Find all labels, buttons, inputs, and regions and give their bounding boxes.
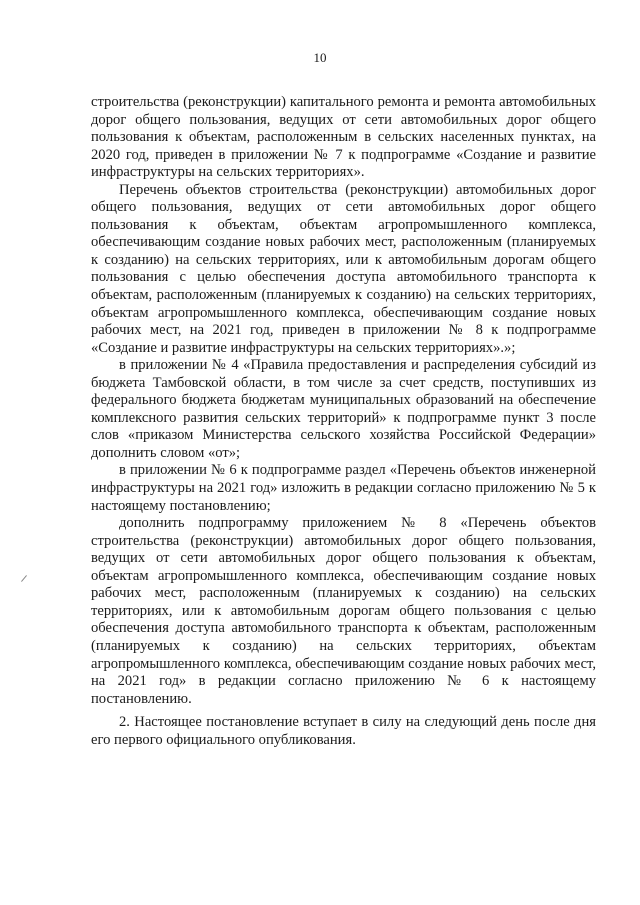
paragraph-continuation: строительства (реконструкции) капитального ремонта и ремонта автомобильных дорог общего пользования, ведущих от сети автомобильных дорог общего пользования к объектам, расположенным в сельских населенных пунктах, на 2020 год, приведен в приложении № 7 к подпрограмме «Создание и развитие инфраструктуры на сельских территориях». — [91, 94, 596, 181]
paragraph-appendix-6-amendment: в приложении № 6 к подпрограмме раздел «Перечень объектов инженерной инфраструктуры на 2021 год» изложить в редакции согласно приложению № 5 к настоящему постановлению; — [91, 462, 596, 514]
paragraph-roads-list-2021: Перечень объектов строительства (реконструкции) автомобильных дорог общего пользования, ведущих от сети автомобильных дорог общего пользования к объектам, объектам агропромышленного комплекса, обеспечивающим создание новых рабочих мест, расположенным (планируемых к созданию) на сельских территориях, или к автомобильным дорогам общего пользования с целью обеспечения доступа автомобильного транспорта к объектам, расположенным (планируемых к созданию) на сельских территориях, объектам агропромышленного комплекса, обеспечивающим создание новых рабочих мест, на 2021 год, приведен в приложении № 8 к подпрограмме «Создание и развитие инфраструктуры на сельских территориях».»; — [91, 181, 596, 356]
page-number: 10 — [313, 50, 327, 65]
paragraph-appendix-8-addition: дополнить подпрограмму приложением № 8 «Перечень объектов строительства (реконструкции) автомобильных дорог общего пользования, ведущих от сети автомобильных дорог общего пользования к объектам, объектам агропромышленного комплекса, обеспечивающим создание новых рабочих мест, расположенным (планируемых к созданию) на сельских территориях, или к автомобильным дорогам общего пользования с целью обеспечения доступа автомобильного транспорта к объектам, расположенным (планируемых к созданию) на сельских территориях, объектам агропромышленного комплекса, обеспечивающим создание новых рабочих мест, на 2021 год» в редакции согласно приложению № 6 к настоящему постановлению. — [91, 515, 596, 707]
margin-pencil-mark — [21, 575, 27, 582]
paragraph-entry-into-force: 2. Настоящее постановление вступает в силу на следующий день после дня его первого официального опубликования. — [91, 714, 596, 748]
paragraph-appendix-4-amendment: в приложении № 4 «Правила предоставления и распределения субсидий из бюджета Тамбовской области, в том числе за счет средств, поступивших из федерального бюджета бюджетам муниципальных образований на обеспечение комплексного развития сельских территорий» к подпрограмме пункт 3 после слов «приказом Министерства сельского хозяйства Российской Федерации» дополнить словом «от»; — [91, 357, 596, 461]
document-body — [91, 94, 596, 749]
